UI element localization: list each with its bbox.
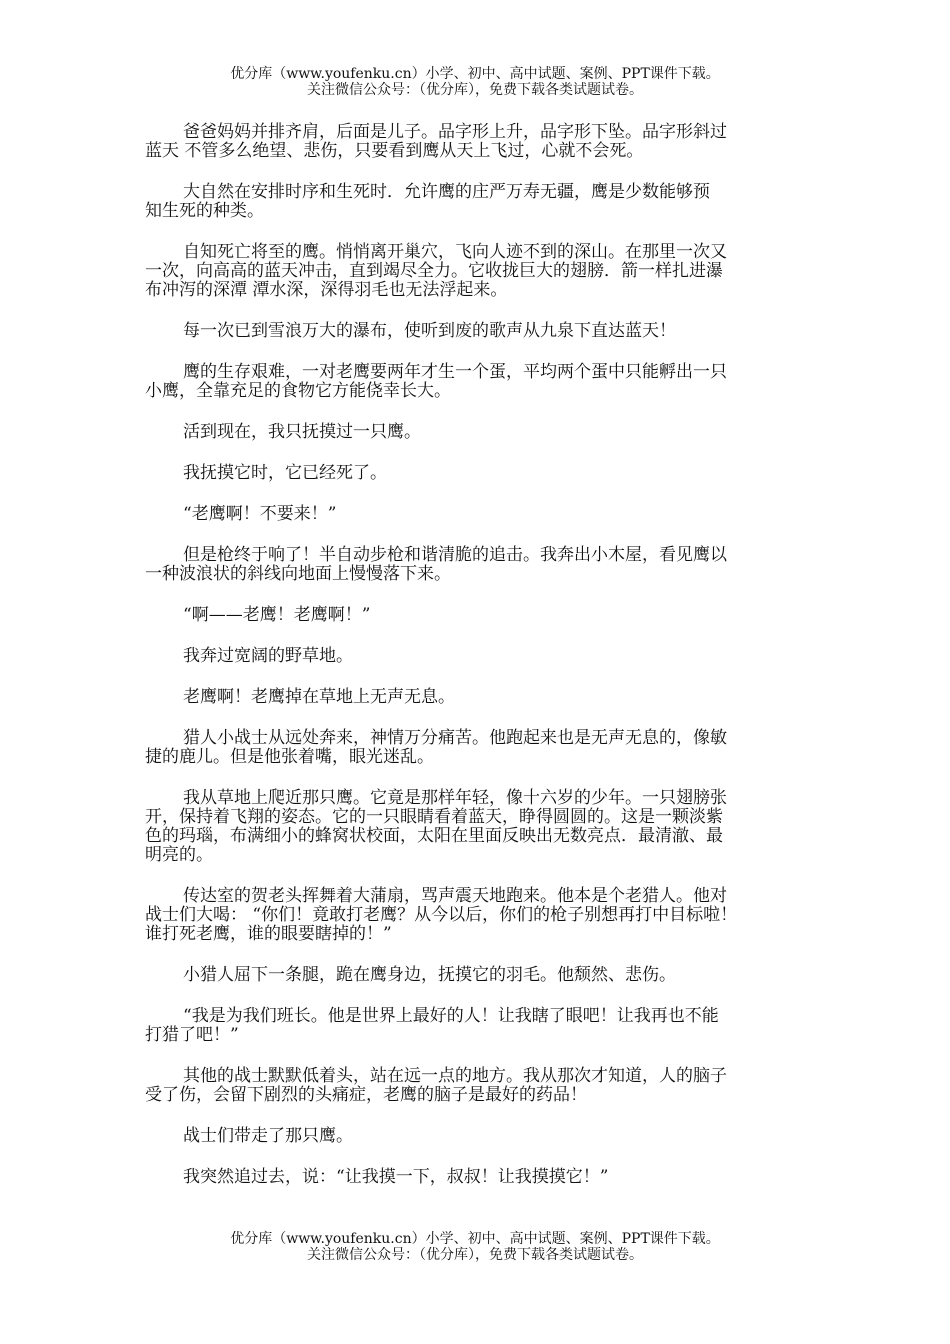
header-line-2: 关注微信公众号：（优分库），免费下载各类试题试卷。 [307, 82, 643, 98]
paragraph-line: 布冲泻的深潭 潭水深，深得羽毛也无法浮起来。 [145, 280, 508, 300]
paragraph-line: 明亮的。 [145, 845, 213, 865]
paragraph-line: 其他的战士默默低着头，站在远一点的地方。我从那次才知道，人的脑子 [183, 1066, 727, 1086]
paragraph [145, 363, 821, 401]
paragraph [145, 423, 821, 442]
paragraph [145, 183, 821, 221]
footer-line-1: 优分库（www.youfenku.cn）小学、初中、高中试题、案例、PPT课件下载。 [230, 1231, 720, 1247]
paragraph [145, 729, 821, 767]
paragraph-line: 开，保持着飞翔的姿态。它的一只眼睛看着蓝天，睁得圆圆的。这是一颗淡紫 [145, 807, 723, 827]
paragraph-line: 猎人小战士从远处奔来，神情万分痛苦。他跑起来也是无声无息的，像敏 [183, 728, 727, 748]
paragraph-line: 每一次已到雪浪万大的瀑布，使听到废的歌声从九泉下直达蓝天！ [183, 321, 676, 341]
paragraph-line: 受了伤，会留下剧烈的头痛症，老鹰的脑子是最好的药品！ [145, 1085, 587, 1105]
paragraph [145, 546, 821, 584]
paragraph [145, 464, 821, 483]
paragraph-line: 一种波浪状的斜线向地面上慢慢落下来。 [145, 564, 451, 584]
paragraph-line: 爸爸妈妈并排齐肩，后面是儿子。品字形上升，品字形下坠。品字形斜过 [183, 122, 727, 142]
footer-line-2: 关注微信公众号：（优分库），免费下载各类试题试卷。 [307, 1247, 643, 1263]
paragraph-line: 色的玛瑙，布满细小的蜂窝状校面，太阳在里面反映出无数亮点．最清澈、最 [145, 826, 723, 846]
paragraph [145, 789, 821, 865]
paragraph [145, 1127, 821, 1146]
paragraph-line: 我突然追过去，说：“让我摸一下，叔叔！让我摸摸它！” [183, 1167, 609, 1187]
paragraph [145, 887, 821, 944]
paragraph-line: 活到现在，我只抚摸过一只鹰。 [183, 422, 421, 442]
paragraph-line: 但是枪终于响了！半自动步枪和谐清脆的追击。我奔出小木屋，看见鹰以 [183, 545, 727, 565]
paragraph [145, 322, 821, 341]
paragraph-line: 战士们带走了那只鹰。 [183, 1126, 353, 1146]
paragraph [145, 1168, 821, 1187]
article-body [145, 123, 821, 1209]
paragraph-line: 蓝天 不管多么绝望、悲伤，只要看到鹰从天上飞过，心就不会死。 [145, 141, 644, 161]
paragraph-line: 小鹰，全靠充足的食物它方能侥幸长大。 [145, 381, 451, 401]
paragraph [145, 243, 821, 300]
paragraph [145, 505, 821, 524]
paragraph [145, 1007, 821, 1045]
paragraph-line: 老鹰啊！老鹰掉在草地上无声无息。 [183, 687, 455, 707]
paragraph-line: 小猎人屈下一条腿，跪在鹰身边，抚摸它的羽毛。他颓然、悲伤。 [183, 965, 676, 985]
page-header [0, 66, 950, 98]
paragraph-line: 大自然在安排时序和生死时．允许鹰的庄严万寿无疆，鹰是少数能够预 [183, 182, 710, 202]
paragraph-line: 我从草地上爬近那只鹰。它竟是那样年轻，像十六岁的少年。一只翅膀张 [183, 788, 727, 808]
paragraph [145, 688, 821, 707]
paragraph-line: 一次，向高高的蓝天冲击，直到竭尽全力。它收拢巨大的翅膀．箭一样扎进瀑 [145, 261, 723, 281]
paragraph [145, 647, 821, 666]
paragraph [145, 606, 821, 625]
paragraph [145, 1067, 821, 1105]
paragraph-line: 知生死的种类。 [145, 201, 264, 221]
paragraph [145, 966, 821, 985]
paragraph [145, 123, 821, 161]
paragraph-line: 谁打死老鹰，谁的眼要瞎掉的！” [145, 924, 392, 944]
paragraph-line: 传达室的贺老头挥舞着大蒲扇，骂声震天地跑来。他本是个老猎人。他对 [183, 886, 727, 906]
paragraph-line: 捷的鹿儿。但是他张着嘴，眼光迷乱。 [145, 747, 434, 767]
paragraph-line: 战士们大喝： “你们！竟敢打老鹰？从今以后，你们的枪子别想再打中目标啦！ [145, 905, 738, 925]
page-footer [0, 1231, 950, 1263]
paragraph-line: 我抚摸它时，它已经死了。 [183, 463, 387, 483]
paragraph-line: “我是为我们班长。他是世界上最好的人！让我瞎了眼吧！让我再也不能 [183, 1006, 719, 1026]
paragraph-line: “老鹰啊！不要来！” [183, 504, 337, 524]
paragraph-line: 我奔过宽阔的野草地。 [183, 646, 353, 666]
paragraph-line: 自知死亡将至的鹰。悄悄离开巢穴，飞向人迹不到的深山。在那里一次又 [183, 242, 727, 262]
paragraph-line: 打猎了吧！” [145, 1025, 239, 1045]
header-line-1: 优分库（www.youfenku.cn）小学、初中、高中试题、案例、PPT课件下载。 [230, 66, 720, 82]
paragraph-line: 鹰的生存艰难，一对老鹰要两年才生一个蛋，平均两个蛋中只能孵出一只 [183, 362, 727, 382]
paragraph-line: “啊——老鹰！老鹰啊！” [183, 605, 371, 625]
